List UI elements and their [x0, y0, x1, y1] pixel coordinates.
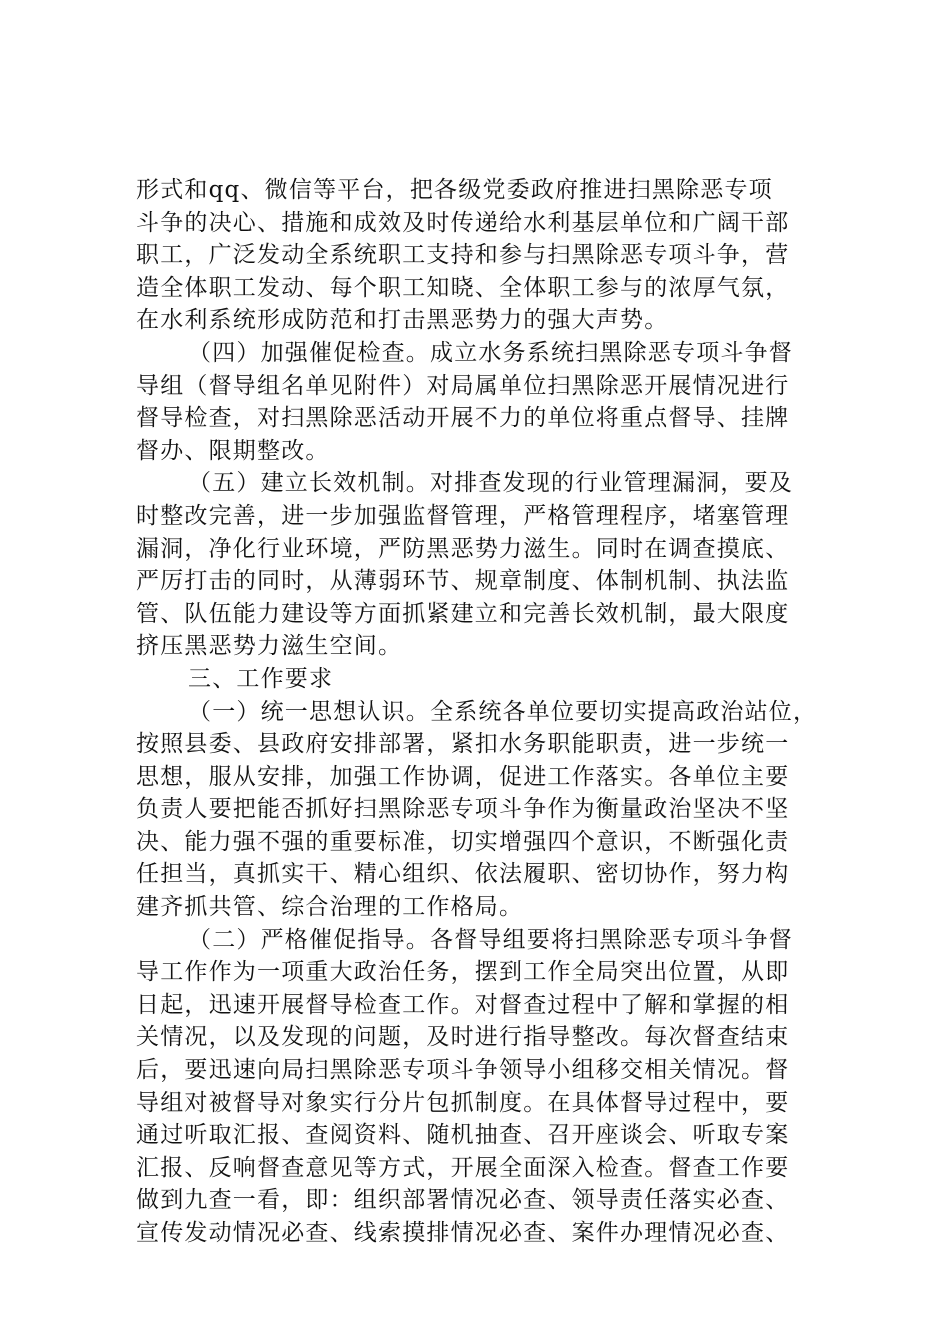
text-line: 关情况，以及发现的问题，及时进行指导整改。每次督查结束 — [136, 1024, 790, 1051]
text-line: 做到九查一看，即：组织部署情况必查、领导责任落实必查、 — [136, 1187, 790, 1214]
text-line: 职工，广泛发动全系统职工支持和参与扫黑除恶专项斗争，营 — [136, 242, 790, 269]
text-line: 汇报、反响督查意见等方式，开展全面深入检查。督查工作要 — [136, 1154, 790, 1181]
text-line: 在水利系统形成防范和打击黑恶势力的强大声势。 — [136, 307, 669, 334]
text-line: 负责人要把能否抓好扫黑除恶专项斗争作为衡量政治坚决不坚 — [136, 796, 790, 823]
paragraph-start-line: （二）严格催促指导。各督导组要将扫黑除恶专项斗争督 — [188, 926, 793, 953]
text-line: 导组对被督导对象实行分片包抓制度。在具体督导过程中，要 — [136, 1089, 790, 1116]
text-line: 形式和qq、微信等平台，把各级党委政府推进扫黑除恶专项 — [136, 177, 773, 203]
text-line: 宣传发动情况必查、线索摸排情况必查、案件办理情况必查、 — [136, 1220, 790, 1246]
text-line: 决、能力强不强的重要标准，切实增强四个意识，不断强化责 — [136, 828, 790, 855]
paragraph-start-line: （四）加强催促检查。成立水务系统扫黑除恶专项斗争督 — [188, 339, 793, 366]
text-line: 斗争的决心、措施和成效及时传递给水利基层单位和广阔干部 — [136, 209, 790, 236]
text-line: 思想，服从安排，加强工作协调，促进工作落实。各单位主要 — [136, 763, 790, 790]
text-line: 时整改完善，进一步加强监督管理，严格管理程序，堵塞管理 — [136, 502, 790, 529]
text-line: 漏洞，净化行业环境，严防黑恶势力滋生。同时在调查摸底、 — [136, 535, 790, 562]
document-body — [136, 174, 836, 1250]
text-line: 日起，迅速开展督导检查工作。对督查过程中了解和掌握的相 — [136, 991, 790, 1018]
text-line: 后，要迅速向局扫黑除恶专项斗争领导小组移交相关情况。督 — [136, 1057, 790, 1084]
text-line: 导工作作为一项重大政治任务，摆到工作全局突出位置，从即 — [136, 959, 790, 986]
paragraph-start-line: （一）统一思想认识。全系统各单位要切实提高政治站位， — [188, 698, 818, 725]
text-line: 通过听取汇报、查阅资料、随机抽查、召开座谈会、听取专案 — [136, 1122, 790, 1149]
text-line: 督导检查，对扫黑除恶活动开展不力的单位将重点督导、挂牌 — [136, 405, 790, 432]
text-line: 导组（督导组名单见附件）对局属单位扫黑除恶开展情况进行 — [136, 372, 790, 399]
text-line: 督办、限期整改。 — [136, 437, 330, 464]
text-line: 严厉打击的同时，从薄弱环节、规章制度、体制机制、执法监 — [136, 568, 790, 595]
text-line: 按照县委、县政府安排部署，紧扣水务职能职责，进一步统一 — [136, 731, 790, 758]
text-line: 挤压黑恶势力滋生空间。 — [136, 633, 403, 660]
section-heading: 三、工作要求 — [188, 665, 334, 692]
text-line: 任担当，真抓实干、精心组织、依法履职、密切协作，努力构 — [136, 861, 790, 888]
text-line: 造全体职工发动、每个职工知晓、全体职工参与的浓厚气氛， — [136, 274, 790, 301]
text-line: 管、队伍能力建设等方面抓紧建立和完善长效机制，最大限度 — [136, 600, 790, 627]
paragraph-start-line: （五）建立长效机制。对排查发现的行业管理漏洞，要及 — [188, 470, 793, 497]
text-line: 建齐抓共管、综合治理的工作格局。 — [136, 894, 524, 921]
